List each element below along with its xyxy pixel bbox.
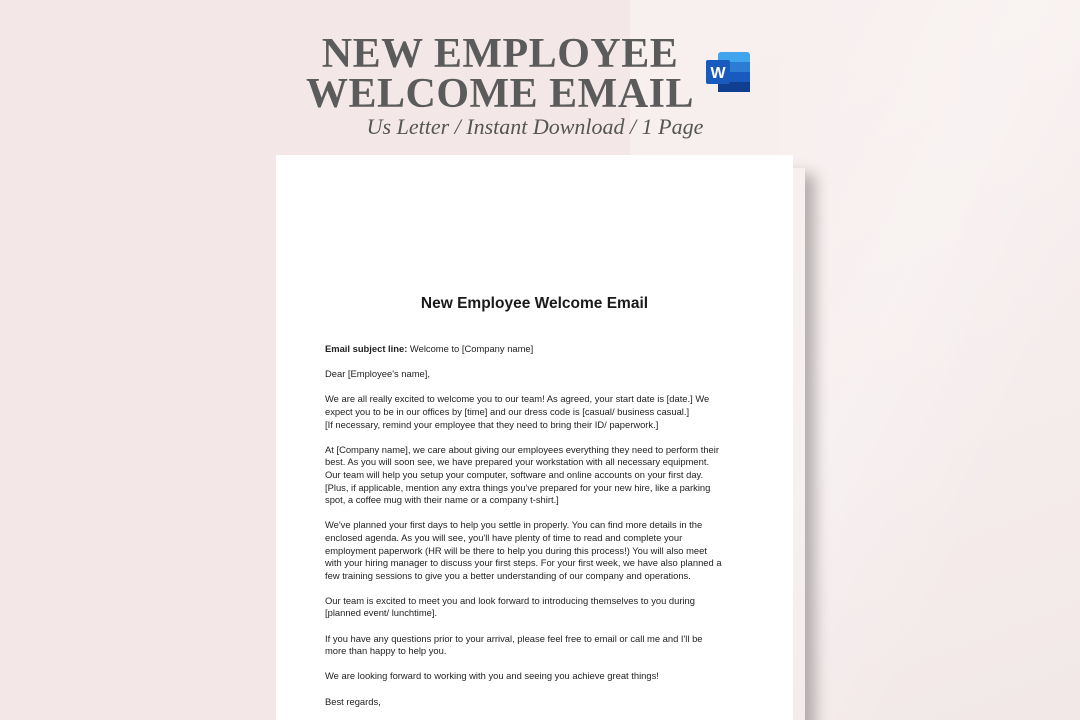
title-line-2: WELCOME EMAIL <box>305 71 695 117</box>
document-page <box>276 155 793 720</box>
paragraph-line: expect you to be in our offices by [time] and our dress code is [casual/ business casual.] <box>325 405 690 417</box>
word-icon <box>706 52 750 92</box>
paragraph-line: We are all really excited to welcome you to our team! As agreed, your start date is [date.] We <box>325 393 710 405</box>
subtitle: Us Letter / Instant Download / 1 Page <box>366 114 704 139</box>
paragraph-line: [Plus, if applicable, mention any extra things you've prepared for your new hire, like a parking <box>325 481 711 493</box>
paragraph-2 <box>325 444 745 507</box>
subject-value: Welcome to [Company name] <box>407 343 534 354</box>
paragraph-line: more than happy to help you. <box>325 645 447 657</box>
greeting: Dear [Employee's name], <box>325 368 430 380</box>
paragraph-4 <box>325 595 745 620</box>
paragraph-line: We've planned your first days to help you settle in properly. You can find more details in the <box>325 519 703 531</box>
paragraph-1 <box>325 393 745 431</box>
paragraph-line: with your hiring manager to discuss your first steps. For your first week, we have also planned a <box>325 557 722 569</box>
paragraph-line: If you have any questions prior to your arrival, please feel free to email or call me and I'll be <box>325 632 703 644</box>
paragraph-line: Our team will help you setup your computer, software and online accounts on your first day. <box>325 468 704 480</box>
paragraph-5 <box>325 633 745 658</box>
document-title: New Employee Welcome Email <box>420 295 649 312</box>
paragraph-line: At [Company name], we care about giving our employees everything they need to perform their <box>325 443 719 455</box>
paragraph-line: best. As you will soon see, we have prepared your workstation with all necessary equipment. <box>325 456 710 468</box>
closing: Best regards, <box>325 695 381 707</box>
title-line-1: NEW EMPLOYEE <box>321 31 679 77</box>
paragraph-line: few training sessions to give you a better understanding of our company and operations. <box>325 569 691 581</box>
subject-label: Email subject line: <box>325 343 408 354</box>
paragraph-line: employment paperwork (HR will be there to help you during this process!) You will also meet <box>325 544 707 556</box>
background-highlight <box>780 0 1080 720</box>
paragraph-line: Our team is excited to meet you and look forward to introducing themselves to you during <box>325 594 695 606</box>
paragraph-line: spot, a coffee mug with their name or a company t-shirt.] <box>325 494 559 506</box>
paragraph-line: [planned event/ lunchtime]. <box>325 607 438 619</box>
paragraph-3 <box>325 519 745 582</box>
paragraph-line: [If necessary, remind your employee that they need to bring their ID/ paperwork.] <box>325 418 659 430</box>
paragraph-line: enclosed agenda. As you will see, you'll have plenty of time to read and complete your <box>325 531 683 543</box>
paragraph-6: We are looking forward to working with you and seeing you achieve great things! <box>325 670 659 682</box>
word-icon-letter: W <box>710 65 726 82</box>
page-title <box>300 31 700 117</box>
document-body <box>325 343 745 720</box>
subject-line <box>325 343 745 356</box>
